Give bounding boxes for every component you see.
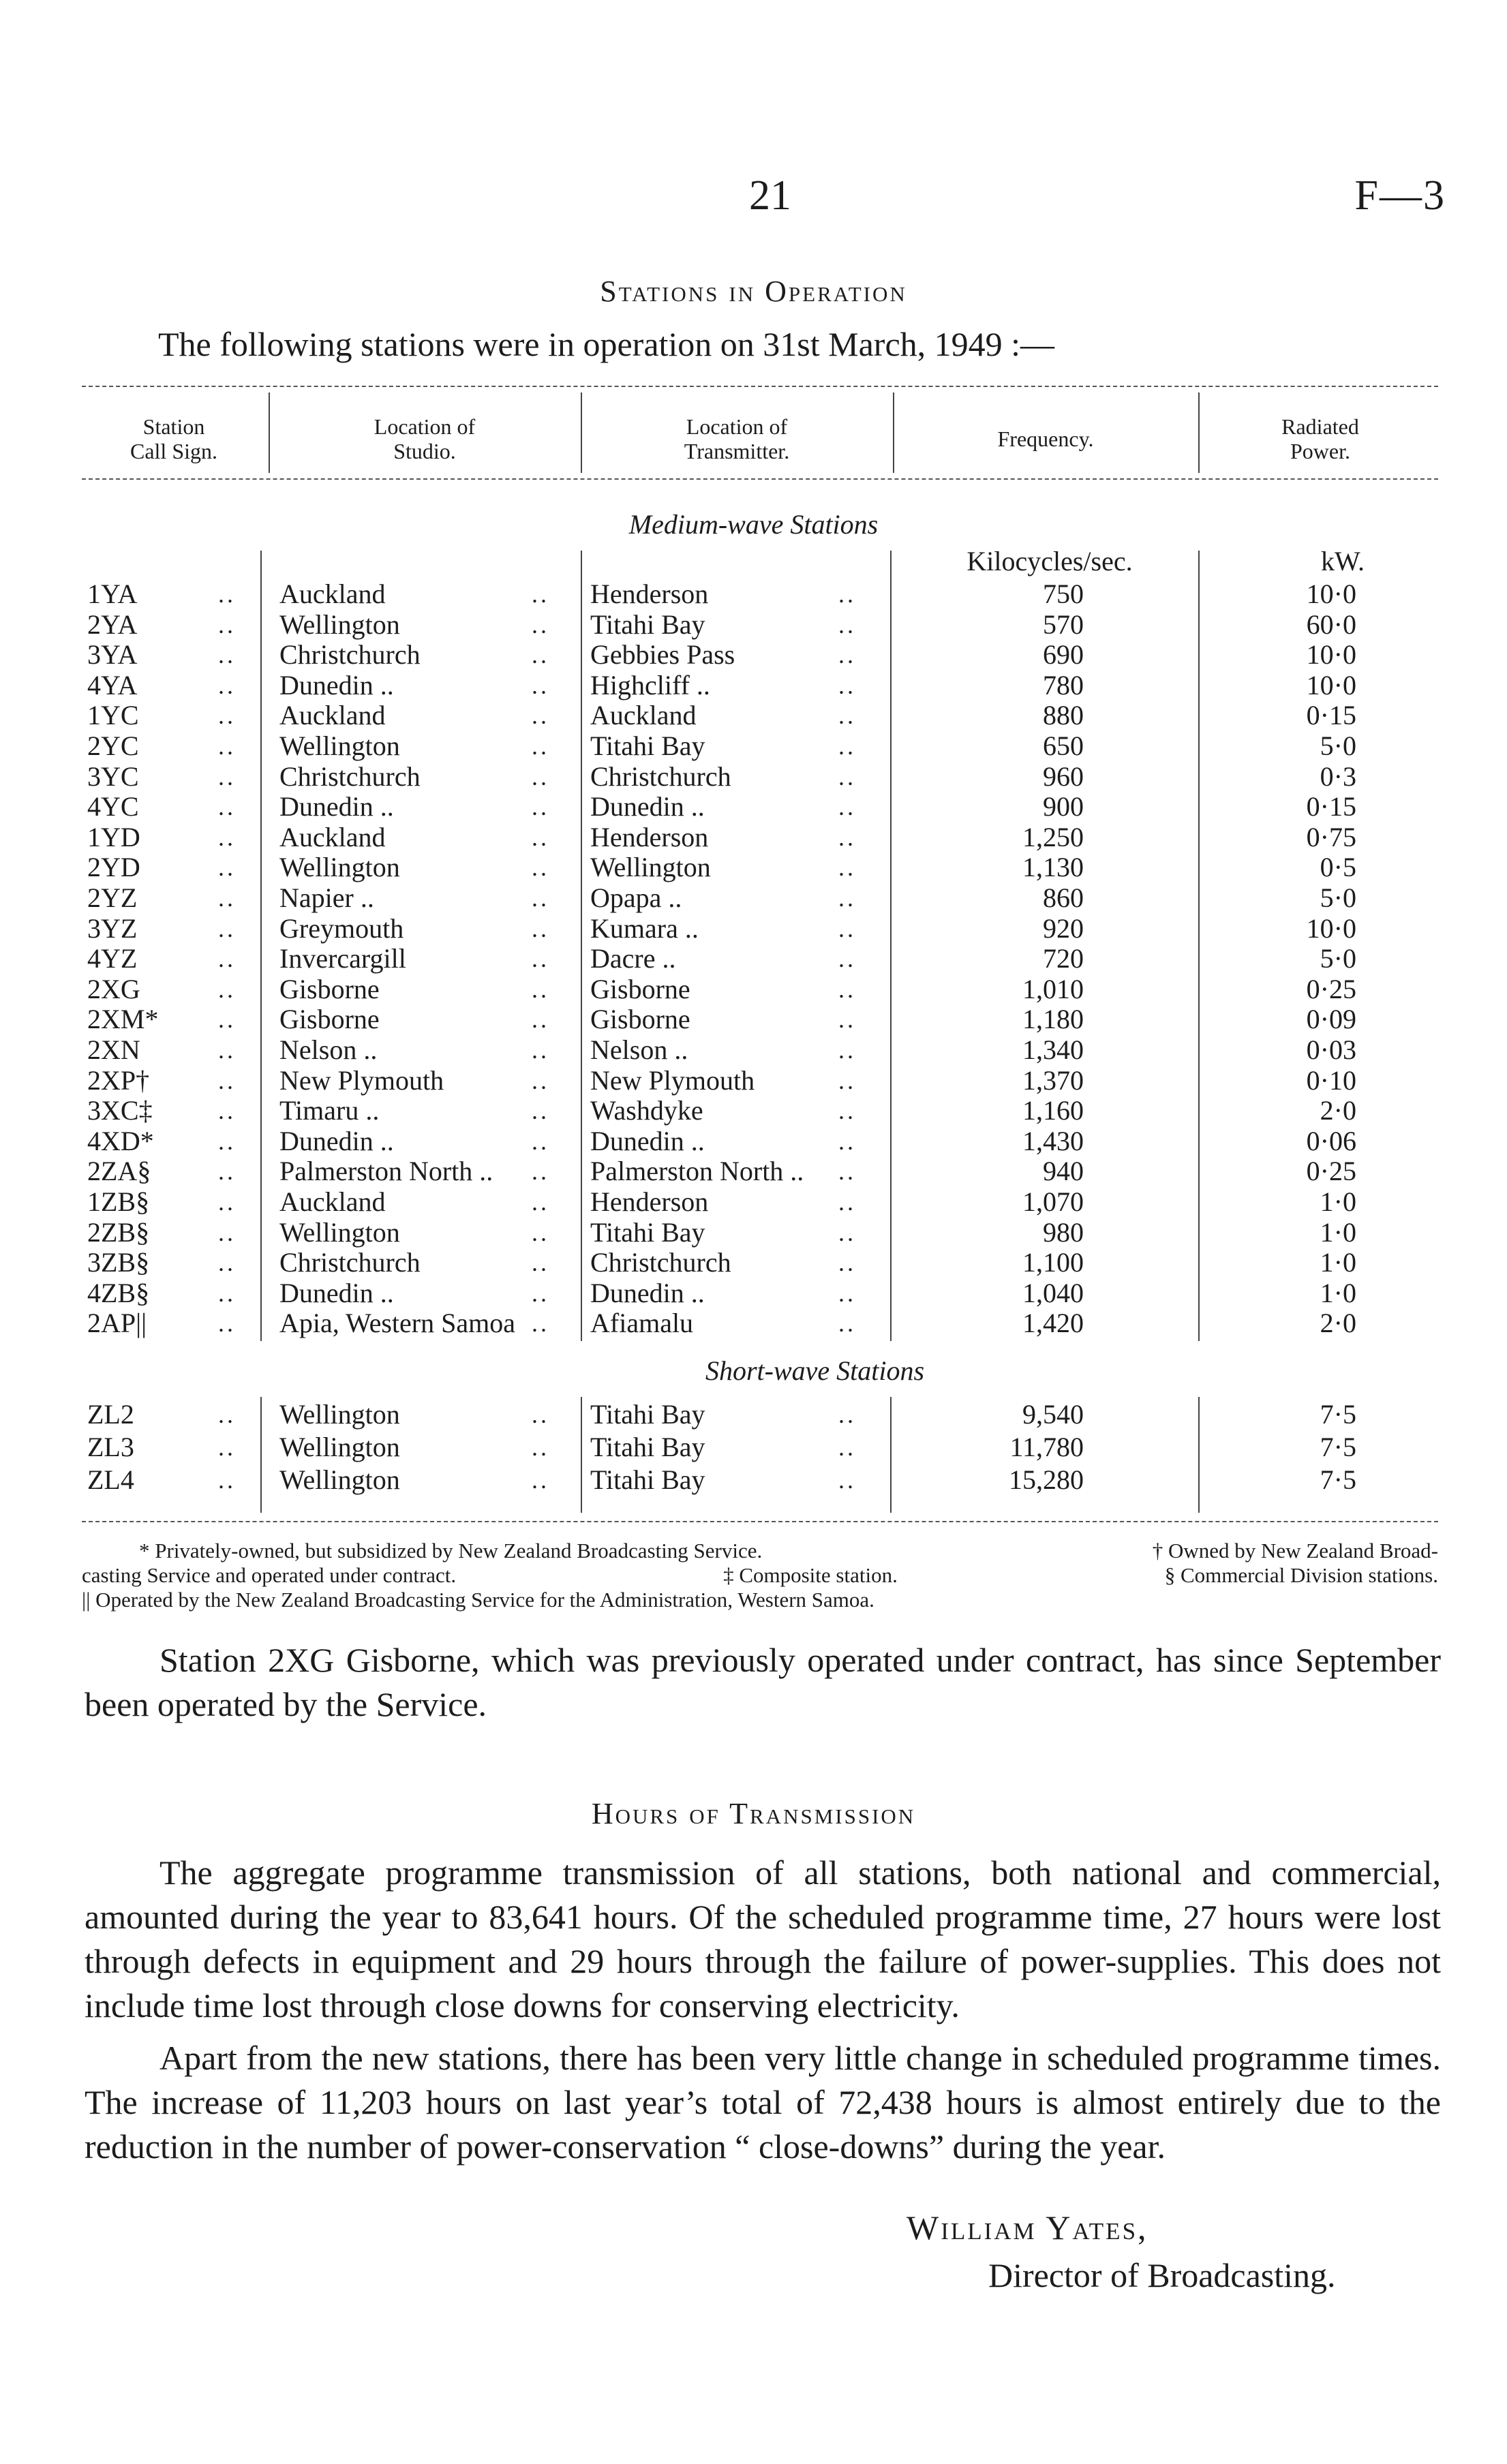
cell-power: 0·03 <box>1306 1034 1356 1065</box>
header-transmitter <box>583 405 890 473</box>
leader-dots: .. <box>532 1310 549 1338</box>
hours-paragraph-2-text: Apart from the new stations, there has been very little change in scheduled programme times. The increase of 11,203 hours on last year’s total of 72,438 hours is almost entirely due to the reduction in the number of power-conservation “ close-downs” during the year. <box>85 2039 1441 2166</box>
cell-transmitter: Titahi Bay <box>590 609 705 640</box>
header-call-sign-text: Station Call Sign. <box>130 414 217 463</box>
cell-power: 0·15 <box>1306 791 1356 822</box>
header-bottom-rule <box>82 478 1438 480</box>
leader-dots: .. <box>838 733 856 760</box>
table-bottom-rule <box>82 1521 1438 1522</box>
cell-transmitter: Henderson <box>590 1186 709 1217</box>
cell-studio: Dunedin .. <box>279 791 394 822</box>
leader-dots: .. <box>838 914 856 942</box>
table-row <box>0 700 1507 730</box>
cell-frequency: 1,370 <box>1022 1064 1084 1096</box>
cell-power: 60·0 <box>1306 609 1356 640</box>
cell-transmitter: Henderson <box>590 821 709 852</box>
footnote-privately-owned: * Privately-owned, but subsidized by New Zealand Broadcasting Service. <box>139 1539 763 1562</box>
table-row <box>0 1308 1507 1338</box>
stations-intro: The following stations were in operation on 31st March, 1949 :— <box>158 325 1055 363</box>
table-row <box>0 1432 1507 1462</box>
cell-transmitter: Palmerston North .. <box>590 1156 804 1187</box>
hours-title: Hours of Transmission <box>591 1797 916 1830</box>
leader-dots: .. <box>532 1249 549 1277</box>
cell-power: 7·5 <box>1320 1432 1356 1462</box>
leader-dots: .. <box>218 1249 236 1277</box>
leader-dots: .. <box>838 1434 856 1461</box>
cell-transmitter: Titahi Bay <box>590 1464 705 1495</box>
table-row <box>0 1248 1507 1278</box>
cell-studio: Dunedin .. <box>279 1277 394 1308</box>
cell-power: 1·0 <box>1320 1247 1356 1278</box>
cell-frequency: 860 <box>1043 882 1084 913</box>
cell-call-sign: 4YC <box>87 791 139 822</box>
table-row <box>0 974 1507 1004</box>
cell-power: 0·10 <box>1306 1064 1356 1096</box>
cell-call-sign: 2XP† <box>87 1064 150 1096</box>
cell-transmitter: Gisborne <box>590 1004 690 1035</box>
cell-call-sign: ZL2 <box>87 1399 134 1430</box>
leader-dots: .. <box>838 581 856 608</box>
cell-call-sign: 4XD* <box>87 1125 154 1156</box>
leader-dots: .. <box>218 1218 236 1246</box>
cell-transmitter: Titahi Bay <box>590 1216 705 1248</box>
cell-call-sign: 4YA <box>87 669 138 700</box>
leader-dots: .. <box>532 1434 549 1461</box>
cell-power: 5·0 <box>1320 730 1356 761</box>
leader-dots: .. <box>838 702 856 730</box>
cell-frequency: 1,430 <box>1022 1125 1084 1156</box>
header-divider <box>893 392 894 473</box>
cell-call-sign: ZL4 <box>87 1464 134 1495</box>
cell-studio: Christchurch <box>279 760 421 792</box>
cell-transmitter: Titahi Bay <box>590 1432 705 1462</box>
cell-frequency: 1,420 <box>1022 1308 1084 1339</box>
header-studio-text: Location of Studio. <box>374 414 476 463</box>
leader-dots: .. <box>838 1466 856 1494</box>
leader-dots: .. <box>218 914 236 942</box>
cell-call-sign: 2XN <box>87 1034 140 1065</box>
cell-transmitter: Christchurch <box>590 760 731 792</box>
leader-dots: .. <box>838 945 856 973</box>
cell-power: 2·0 <box>1320 1095 1356 1126</box>
cell-transmitter: Dunedin .. <box>590 791 705 822</box>
leader-dots: .. <box>532 1466 549 1494</box>
cell-frequency: 1,160 <box>1022 1095 1084 1126</box>
cell-frequency: 1,040 <box>1022 1277 1084 1308</box>
leader-dots: .. <box>218 702 236 730</box>
hours-paragraph-1-text: The aggregate programme transmission of all stations, both national and commercial, amounted during the year to 83,641 hours. Of the scheduled programme time, 27 hours were lost through defects in equipment and 29 hours through the failure of power-supplies. This does not include time lost through close downs for conserving electricity. <box>85 1853 1441 2024</box>
header-studio <box>271 405 578 473</box>
header-power <box>1201 405 1440 473</box>
cell-studio: New Plymouth <box>279 1064 444 1096</box>
cell-call-sign: 1YD <box>87 821 140 852</box>
cell-frequency: 15,280 <box>1009 1464 1084 1495</box>
cell-studio: Auckland <box>279 821 386 852</box>
leader-dots: .. <box>838 1279 856 1307</box>
leader-dots: .. <box>218 823 236 851</box>
cell-frequency: 570 <box>1043 609 1084 640</box>
cell-power: 0·09 <box>1306 1004 1356 1035</box>
table-row <box>0 640 1507 670</box>
table-row <box>0 1004 1507 1034</box>
cell-frequency: 1,180 <box>1022 1004 1084 1035</box>
leader-dots: .. <box>218 1401 236 1428</box>
cell-studio: Timaru .. <box>279 1095 380 1126</box>
leader-dots: .. <box>532 702 549 730</box>
cell-frequency: 1,100 <box>1022 1247 1084 1278</box>
leader-dots: .. <box>532 1218 549 1246</box>
leader-dots: .. <box>532 581 549 608</box>
cell-power: 0·25 <box>1306 973 1356 1004</box>
header-divider <box>581 392 582 473</box>
cell-transmitter: Auckland <box>590 700 697 731</box>
signature-title: Director of Broadcasting. <box>988 2256 1336 2294</box>
footnote-commercial: § Commercial Division stations. <box>1164 1563 1438 1587</box>
cell-call-sign: 3ZB§ <box>87 1247 150 1278</box>
leader-dots: .. <box>532 611 549 638</box>
signature-name: William Yates, <box>907 2208 1148 2247</box>
table-row <box>0 671 1507 700</box>
leader-dots: .. <box>838 641 856 669</box>
header-divider <box>1198 392 1200 473</box>
cell-studio: Wellington <box>279 730 400 761</box>
cell-call-sign: 3YA <box>87 639 138 671</box>
leader-dots: .. <box>218 1279 236 1307</box>
hours-paragraph-1 <box>85 1851 1441 2028</box>
cell-call-sign: 2XM* <box>87 1004 159 1035</box>
leader-dots: .. <box>532 945 549 973</box>
leader-dots: .. <box>838 671 856 699</box>
cell-frequency: 920 <box>1043 912 1084 944</box>
table-row <box>0 1066 1507 1096</box>
cell-studio: Gisborne <box>279 973 380 1004</box>
leader-dots: .. <box>532 854 549 882</box>
table-row <box>0 944 1507 974</box>
leader-dots: .. <box>838 1218 856 1246</box>
leader-dots: .. <box>838 1310 856 1338</box>
cell-studio: Wellington <box>279 1216 400 1248</box>
cell-power: 5·0 <box>1320 882 1356 913</box>
frequency-unit: Kilocycles/sec. <box>966 546 1133 576</box>
cell-frequency: 9,540 <box>1022 1399 1084 1430</box>
leader-dots: .. <box>838 1006 856 1034</box>
header-transmitter-text: Location of Transmitter. <box>684 414 790 463</box>
cell-power: 5·0 <box>1320 943 1356 974</box>
cell-studio: Auckland <box>279 1186 386 1217</box>
header-call-sign <box>82 405 266 473</box>
cell-call-sign: 4YZ <box>87 943 138 974</box>
leader-dots: .. <box>838 884 856 912</box>
cell-transmitter: Nelson .. <box>590 1034 688 1065</box>
leader-dots: .. <box>218 1097 236 1125</box>
leader-dots: .. <box>532 1188 549 1216</box>
cell-studio: Wellington <box>279 1399 400 1430</box>
leader-dots: .. <box>532 1097 549 1125</box>
leader-dots: .. <box>532 884 549 912</box>
table-row <box>0 792 1507 822</box>
cell-call-sign: 2ZB§ <box>87 1216 150 1248</box>
table-row <box>0 914 1507 944</box>
leader-dots: .. <box>838 793 856 821</box>
leader-dots: .. <box>838 854 856 882</box>
leader-dots: .. <box>218 581 236 608</box>
cell-call-sign: 2YC <box>87 730 139 761</box>
leader-dots: .. <box>218 1158 236 1186</box>
leader-dots: .. <box>218 1036 236 1064</box>
leader-dots: .. <box>532 1006 549 1034</box>
page-number: 21 <box>749 172 791 219</box>
table-row <box>0 1187 1507 1217</box>
cell-studio: Gisborne <box>279 1004 380 1035</box>
cell-power: 10·0 <box>1306 579 1356 609</box>
cell-power: 0·3 <box>1320 760 1356 792</box>
leader-dots: .. <box>218 1466 236 1494</box>
short-wave-heading: Short-wave Stations <box>705 1355 925 1386</box>
cell-power: 7·5 <box>1320 1399 1356 1430</box>
leader-dots: .. <box>218 793 236 821</box>
leader-dots: .. <box>838 1097 856 1125</box>
header-frequency-text: Frequency. <box>997 427 1094 451</box>
stations-title: Stations in Operation <box>600 275 907 308</box>
leader-dots: .. <box>532 975 549 1003</box>
cell-power: 0·25 <box>1306 1156 1356 1187</box>
table-row <box>0 610 1507 640</box>
footnote-composite: ‡ Composite station. <box>723 1563 898 1587</box>
cell-power: 10·0 <box>1306 912 1356 944</box>
leader-dots: .. <box>218 763 236 790</box>
cell-transmitter: New Plymouth <box>590 1064 755 1096</box>
leader-dots: .. <box>218 1066 236 1094</box>
leader-dots: .. <box>532 763 549 790</box>
cell-frequency: 940 <box>1043 1156 1084 1187</box>
cell-frequency: 1,340 <box>1022 1034 1084 1065</box>
leader-dots: .. <box>218 733 236 760</box>
table-row <box>0 822 1507 852</box>
leader-dots: .. <box>218 945 236 973</box>
cell-call-sign: 2AP|| <box>87 1308 147 1339</box>
cell-call-sign: 3YZ <box>87 912 138 944</box>
cell-studio: Auckland <box>279 579 386 609</box>
leader-dots: .. <box>838 1188 856 1216</box>
leader-dots: .. <box>838 1127 856 1155</box>
footnote-contract: casting Service and operated under contract. <box>82 1563 457 1587</box>
leader-dots: .. <box>532 641 549 669</box>
footnote-line <box>82 1588 1438 1612</box>
leader-dots: .. <box>218 1006 236 1034</box>
leader-dots: .. <box>532 1127 549 1155</box>
cell-transmitter: Wellington <box>590 852 711 883</box>
table-row <box>0 1465 1507 1495</box>
cell-studio: Wellington <box>279 852 400 883</box>
note-2xg-text: Station 2XG Gisborne, which was previously operated under contract, has since September been operated by the Service. <box>85 1641 1441 1723</box>
cell-transmitter: Dunedin .. <box>590 1277 705 1308</box>
cell-studio: Wellington <box>279 1432 400 1462</box>
cell-transmitter: Afiamalu <box>590 1308 694 1339</box>
cell-transmitter: Opapa .. <box>590 882 682 913</box>
cell-transmitter: Washdyke <box>590 1095 703 1126</box>
cell-frequency: 780 <box>1043 669 1084 700</box>
leader-dots: .. <box>838 1401 856 1428</box>
leader-dots: .. <box>532 1036 549 1064</box>
cell-frequency: 900 <box>1043 791 1084 822</box>
table-row <box>0 1278 1507 1308</box>
cell-transmitter: Titahi Bay <box>590 730 705 761</box>
table-row <box>0 762 1507 792</box>
table-row <box>0 579 1507 609</box>
leader-dots: .. <box>218 975 236 1003</box>
cell-frequency: 1,130 <box>1022 852 1084 883</box>
cell-power: 1·0 <box>1320 1277 1356 1308</box>
cell-studio: Palmerston North .. <box>279 1156 493 1187</box>
leader-dots: .. <box>838 611 856 638</box>
table-row <box>0 731 1507 761</box>
cell-frequency: 980 <box>1043 1216 1084 1248</box>
cell-call-sign: 3XC‡ <box>87 1095 153 1126</box>
cell-transmitter: Henderson <box>590 579 709 609</box>
cell-power: 0·06 <box>1306 1125 1356 1156</box>
cell-frequency: 650 <box>1043 730 1084 761</box>
cell-power: 1·0 <box>1320 1186 1356 1217</box>
leader-dots: .. <box>532 671 549 699</box>
cell-frequency: 750 <box>1043 579 1084 609</box>
table-top-rule <box>82 386 1438 387</box>
note-2xg-paragraph <box>85 1638 1441 1727</box>
cell-call-sign: 2ZA§ <box>87 1156 151 1187</box>
cell-studio: Napier .. <box>279 882 374 913</box>
cell-call-sign: 4ZB§ <box>87 1277 150 1308</box>
cell-power: 0·75 <box>1306 821 1356 852</box>
cell-transmitter: Titahi Bay <box>590 1399 705 1430</box>
cell-studio: Auckland <box>279 700 386 731</box>
leader-dots: .. <box>838 823 856 851</box>
cell-transmitter: Gebbies Pass <box>590 639 735 671</box>
cell-studio: Apia, Western Samoa <box>279 1308 515 1339</box>
cell-call-sign: 2YA <box>87 609 138 640</box>
cell-frequency: 1,250 <box>1022 821 1084 852</box>
leader-dots: .. <box>838 1158 856 1186</box>
leader-dots: .. <box>218 1310 236 1338</box>
table-row <box>0 1400 1507 1430</box>
cell-studio: Wellington <box>279 609 400 640</box>
cell-frequency: 11,780 <box>1009 1432 1084 1462</box>
leader-dots: .. <box>838 763 856 790</box>
cell-studio: Invercargill <box>279 943 406 974</box>
leader-dots: .. <box>218 1434 236 1461</box>
footnotes <box>82 1539 1438 1612</box>
table-row <box>0 852 1507 882</box>
cell-power: 2·0 <box>1320 1308 1356 1339</box>
footnote-owned-by: † Owned by New Zealand Broad- <box>1152 1539 1438 1562</box>
cell-transmitter: Dunedin .. <box>590 1125 705 1156</box>
cell-call-sign: 2YD <box>87 852 140 883</box>
cell-studio: Wellington <box>279 1464 400 1495</box>
leader-dots: .. <box>218 854 236 882</box>
leader-dots: .. <box>218 641 236 669</box>
cell-studio: Christchurch <box>279 1247 421 1278</box>
leader-dots: .. <box>532 1279 549 1307</box>
cell-power: 7·5 <box>1320 1464 1356 1495</box>
cell-power: 0·15 <box>1306 700 1356 731</box>
cell-frequency: 880 <box>1043 700 1084 731</box>
leader-dots: .. <box>838 1036 856 1064</box>
leader-dots: .. <box>532 733 549 760</box>
cell-transmitter: Gisborne <box>590 973 690 1004</box>
cell-studio: Nelson .. <box>279 1034 378 1065</box>
cell-transmitter: Highcliff .. <box>590 669 710 700</box>
cell-call-sign: 1ZB§ <box>87 1186 150 1217</box>
table-row <box>0 1156 1507 1186</box>
table-row <box>0 1096 1507 1126</box>
leader-dots: .. <box>532 1158 549 1186</box>
leader-dots: .. <box>532 914 549 942</box>
cell-power: 1·0 <box>1320 1216 1356 1248</box>
footnote-line <box>82 1539 1438 1563</box>
leader-dots: .. <box>532 823 549 851</box>
cell-call-sign: 3YC <box>87 760 139 792</box>
cell-frequency: 1,070 <box>1022 1186 1084 1217</box>
cell-frequency: 960 <box>1043 760 1084 792</box>
leader-dots: .. <box>218 1127 236 1155</box>
cell-transmitter: Christchurch <box>590 1247 731 1278</box>
leader-dots: .. <box>218 611 236 638</box>
cell-transmitter: Kumara .. <box>590 912 699 944</box>
leader-dots: .. <box>218 1188 236 1216</box>
leader-dots: .. <box>532 793 549 821</box>
cell-studio: Dunedin .. <box>279 669 394 700</box>
cell-power: 0·5 <box>1320 852 1356 883</box>
table-row <box>0 1126 1507 1156</box>
hours-paragraph-2 <box>85 2036 1441 2169</box>
cell-transmitter: Dacre .. <box>590 943 676 974</box>
table-row <box>0 1035 1507 1065</box>
cell-studio: Christchurch <box>279 639 421 671</box>
cell-frequency: 690 <box>1043 639 1084 671</box>
cell-studio: Dunedin .. <box>279 1125 394 1156</box>
cell-call-sign: 1YC <box>87 700 139 731</box>
cell-call-sign: 2XG <box>87 973 140 1004</box>
leader-dots: .. <box>218 671 236 699</box>
page-reference: F—3 <box>1354 172 1446 219</box>
footnote-line <box>82 1563 1438 1588</box>
leader-dots: .. <box>218 884 236 912</box>
leader-dots: .. <box>532 1401 549 1428</box>
cell-studio: Greymouth <box>279 912 404 944</box>
header-divider <box>269 392 270 473</box>
leader-dots: .. <box>838 1249 856 1277</box>
medium-wave-heading: Medium-wave Stations <box>628 509 879 540</box>
cell-call-sign: 2YZ <box>87 882 138 913</box>
power-unit: kW. <box>1320 546 1365 576</box>
leader-dots: .. <box>838 975 856 1003</box>
cell-call-sign: ZL3 <box>87 1432 134 1462</box>
leader-dots: .. <box>532 1066 549 1094</box>
table-row <box>0 883 1507 913</box>
cell-frequency: 1,010 <box>1022 973 1084 1004</box>
cell-power: 10·0 <box>1306 639 1356 671</box>
cell-power: 10·0 <box>1306 669 1356 700</box>
header-frequency <box>896 405 1196 473</box>
leader-dots: .. <box>838 1066 856 1094</box>
header-power-text: Radiated Power. <box>1281 414 1359 463</box>
table-row <box>0 1218 1507 1248</box>
cell-frequency: 720 <box>1043 943 1084 974</box>
footnote-samoa: || Operated by the New Zealand Broadcasting Service for the Administration, Western Samoa. <box>82 1588 874 1612</box>
cell-call-sign: 1YA <box>87 579 138 609</box>
